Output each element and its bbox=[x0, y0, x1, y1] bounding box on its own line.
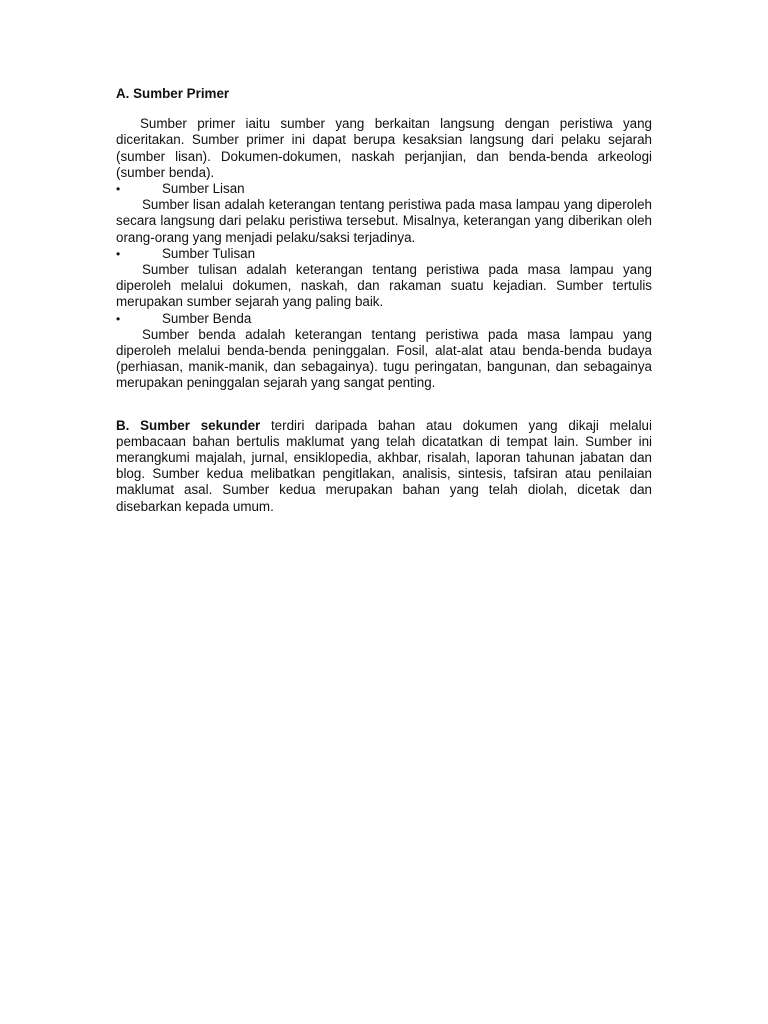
bullet-title: Sumber Tulisan bbox=[162, 245, 256, 261]
bullet-paragraph-tulisan: Sumber tulisan adalah keterangan tentang peristiwa pada masa lampau yang diperoleh melalui dokumen, naskah, dan rakaman suatu kejadian. Sumber tertulis merupakan sumber sejarah yang paling baik. bbox=[116, 262, 652, 310]
bullet-item-tulisan bbox=[116, 246, 652, 262]
bullet-paragraph-lisan: Sumber lisan adalah keterangan tentang peristiwa pada masa lampau yang diperoleh secara langsung dari pelaku peristiwa tersebut. Misalnya, keterangan yang diberikan oleh orang-orang yang menjadi pelaku/saksi terjadinya. bbox=[116, 197, 652, 245]
bullet-title: Sumber Lisan bbox=[162, 181, 245, 197]
section-a-intro: Sumber primer iaitu sumber yang berkaitan langsung dengan peristiwa yang diceritakan. Sumber primer ini dapat berupa kesaksian langsung dari pelaku sejarah (sumber lisan). Dokumen-dokumen, naskah perjanjian, dan benda-benda arkeologi (sumber benda). bbox=[116, 116, 652, 180]
section-b-heading: B. Sumber sekunder bbox=[116, 417, 261, 433]
bullet-title: Sumber Benda bbox=[162, 310, 252, 326]
section-b-paragraph bbox=[116, 418, 652, 515]
spacer bbox=[116, 392, 652, 418]
section-b-text: terdiri daripada bahan atau dokumen yang dikaji melalui pembacaan bahan bertulis maklumat yang telah dicatatkan di tempat lain. Sumber ini merangkumi majalah, jurnal, ensiklopedia, akhbar, risalah, laporan tahunan jabatan dan blog. Sumber kedua melibatkan pengitlakan, analisis, sintesis, tafsiran atau penilaian maklumat asal. Sumber kedua merupakan bahan yang telah diolah, dicetak dan disebarkan kepada umum. bbox=[116, 417, 652, 514]
bullet-item-benda bbox=[116, 311, 652, 327]
section-a-heading: A. Sumber Primer bbox=[116, 86, 230, 101]
bullet-icon: • bbox=[116, 311, 121, 326]
bullet-paragraph-benda: Sumber benda adalah keterangan tentang peristiwa pada masa lampau yang diperoleh melalui benda-benda peninggalan. Fosil, alat-alat atau benda-benda budaya (perhiasan, manik-manik, dan sebagainya). tugu peringatan, bangunan, dan sebagainya merupakan peninggalan sejarah yang sangat penting. bbox=[116, 326, 652, 391]
spacer bbox=[116, 102, 652, 116]
bullet-icon: • bbox=[116, 246, 121, 261]
document-page bbox=[116, 86, 652, 515]
bullet-item-lisan bbox=[116, 181, 652, 197]
bullet-icon: • bbox=[116, 182, 121, 197]
